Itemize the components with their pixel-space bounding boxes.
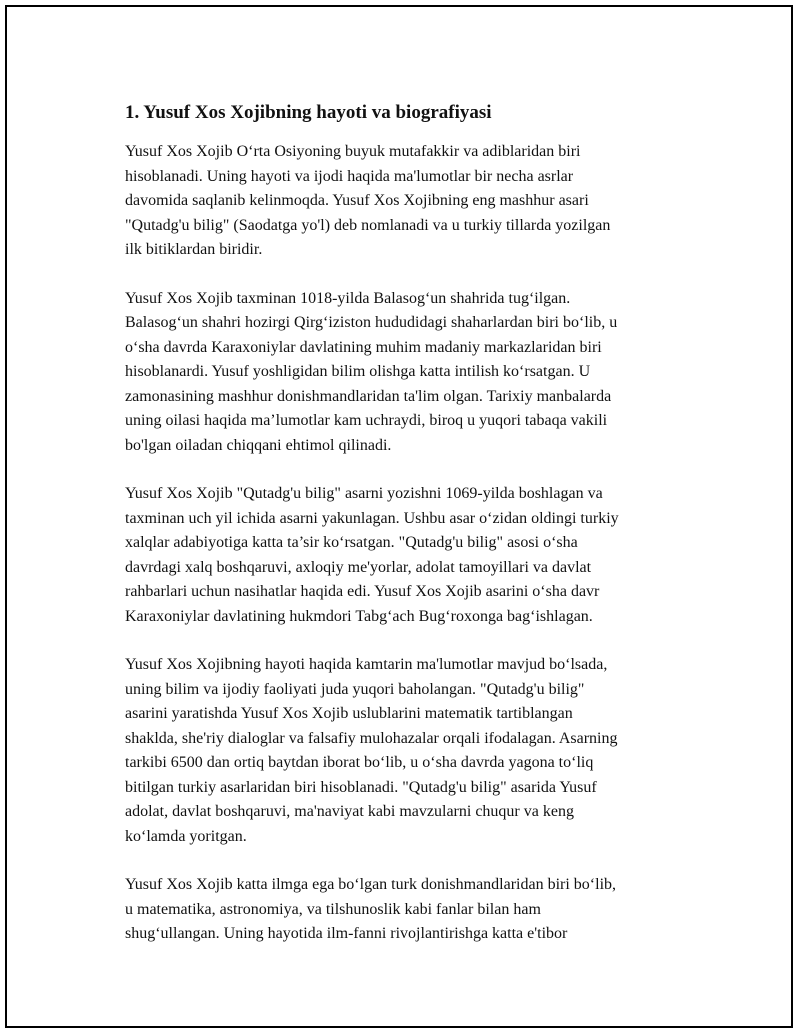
text-line: bo'lgan oiladan chiqqani ehtimol qilinadi. <box>125 436 392 454</box>
text-line: Balasog‘un shahri hozirgi Qirg‘iziston hududidagi shaharlardan biri bo‘lib, u <box>125 314 618 331</box>
text-line: adolat, davlat boshqaruvi, ma'naviyat kabi mavzularni chuqur va keng <box>125 803 574 820</box>
text-line: bitilgan turkiy asarlaridan biri hisoblanadi. "Qutadg'u bilig" asarida Yusuf <box>125 778 597 796</box>
paragraph-1 <box>125 140 697 263</box>
text-line: asarini yaratishda Yusuf Xos Xojib uslublarini matematik tartiblangan <box>125 705 573 722</box>
paragraph-5 <box>125 873 697 947</box>
text-line: shaklda, she'riy dialoglar va falsafiy mulohazalar orqali ifodalagan. Asarning <box>125 729 618 747</box>
text-line: Yusuf Xos Xojib katta ilmga ega bo‘lgan turk donishmandlaridan biri bo‘lib, <box>125 876 617 893</box>
text-line: uning bilim va ijodiy faoliyati juda yuqori baholangan. "Qutadg'u bilig" <box>125 680 585 698</box>
text-line: hisoblanadi. Uning hayoti va ijodi haqida ma'lumotlar bir necha asrlar <box>125 167 574 185</box>
text-line: u matematika, astronomiya, va tilshunoslik kabi fanlar bilan ham <box>125 900 541 918</box>
text-line: Yusuf Xos Xojib "Qutadg'u bilig" asarni yozishni 1069-yilda boshlagan va <box>125 485 603 502</box>
text-line: hisoblanardi. Yusuf yoshligidan bilim olishga katta intilish ko‘rsatgan. U <box>125 363 591 380</box>
text-line: tarkibi 6500 dan ortiq baytdan iborat bo‘lib, u o‘sha davrda yagona to‘liq <box>125 754 594 771</box>
paragraph-4 <box>125 653 697 849</box>
text-line: ilk bitiklardan biridir. <box>125 241 263 258</box>
text-line: Yusuf Xos Xojib O‘rta Osiyoning buyuk mutafakkir va adiblaridan biri <box>125 143 581 160</box>
text-line: o‘sha davrda Karaxoniylar davlatining muhim madaniy markazlaridan biri <box>125 338 602 356</box>
text-line: xalqlar adabiyotiga katta ta’sir ko‘rsatgan. "Qutadg'u bilig" asosi o‘sha <box>125 534 578 551</box>
page-frame <box>5 5 793 1028</box>
text-line: rahbarlari uchun nasihatlar haqida edi. Yusuf Xos Xojib asarini o‘sha davr <box>125 583 600 600</box>
text-line: Karaxoniylar davlatining hukmdori Tabg‘ach Bug‘roxonga bag‘ishlagan. <box>125 607 593 625</box>
text-line: davrdagi xalq boshqaruvi, axloqiy me'yorlar, adolat tamoyillari va davlat <box>125 558 592 576</box>
section-heading: 1. Yusuf Xos Xojibning hayoti va biografiyasi <box>125 102 492 123</box>
paragraph-2 <box>125 287 697 459</box>
text-line: davomida saqlanib kelinmoqda. Yusuf Xos Xojibning eng mashhur asari <box>125 192 589 209</box>
text-line: Yusuf Xos Xojib taxminan 1018-yilda Balasog‘un shahrida tug‘ilgan. <box>125 289 571 307</box>
text-line: uning oilasi haqida ma’lumotlar kam uchraydi, biroq u yuqori tabaqa vakili <box>125 412 608 429</box>
text-line: taxminan uch yil ichida asarni yakunlagan. Ushbu asar o‘zidan oldingi turkiy <box>125 509 619 527</box>
text-line: zamonasining mashhur donishmandlaridan ta'lim olgan. Tarixiy manbalarda <box>125 387 612 405</box>
paragraph-3 <box>125 482 697 629</box>
text-line: "Qutadg'u bilig" (Saodatga yo'l) deb nomlanadi va u turkiy tillarda yozilgan <box>125 216 611 234</box>
text-line: shug‘ullangan. Uning hayotida ilm-fanni rivojlantirishga katta e'tibor <box>125 925 568 942</box>
document-body <box>125 100 697 971</box>
text-line: ko‘lamda yoritgan. <box>125 827 247 845</box>
text-line: Yusuf Xos Xojibning hayoti haqida kamtarin ma'lumotlar mavjud bo‘lsada, <box>125 656 608 673</box>
